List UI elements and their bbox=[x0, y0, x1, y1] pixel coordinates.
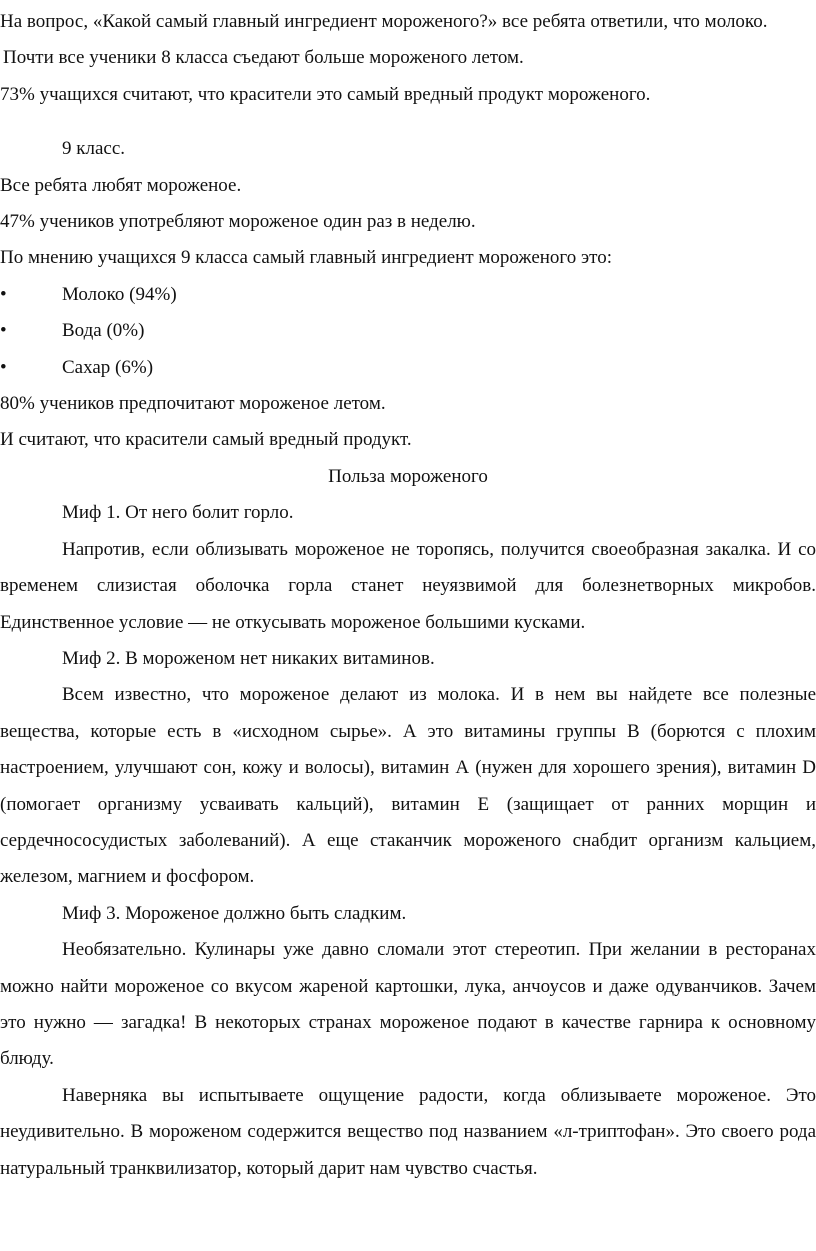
grade9-ingredient-paragraph: По мнению учащихся 9 класса самый главный ингредиент мороженого это: bbox=[0, 247, 612, 269]
bullet-text: Молоко (94%) bbox=[62, 283, 177, 305]
bullet-text: Сахар (6%) bbox=[62, 356, 154, 378]
answer-paragraph: На вопрос, «Какой самый главный ингредиент мороженого?» все ребята ответили, что молоко. bbox=[0, 11, 768, 32]
grade8-summer-paragraph: Почти все ученики 8 класса съедают больше мороженого летом. bbox=[3, 47, 524, 69]
grade9-love-paragraph: Все ребята любят мороженое. bbox=[0, 174, 242, 196]
bullet-mark: • bbox=[0, 356, 7, 378]
closing-paragraph: Наверняка вы испытываете ощущение радости, когда облизываете мороженое. Это неудивительно. В мороженом содержится вещество под названием «л-триптофан». Это своего рода натуральный транквилизатор, который дарит нам чувство счастья. bbox=[0, 1084, 816, 1179]
bullet-item-sugar bbox=[0, 350, 816, 386]
myth2-title: Миф 2. В мороженом нет никаких витаминов. bbox=[62, 647, 435, 669]
bullet-item-milk bbox=[0, 277, 816, 313]
grade9-weekly-paragraph: 47% учеников употребляют мороженое один раз в неделю. bbox=[0, 211, 476, 233]
grade9-summer-paragraph: 80% учеников предпочитают мороженое летом. bbox=[0, 393, 386, 415]
bullet-mark: • bbox=[0, 283, 7, 305]
spacer bbox=[0, 113, 816, 131]
grade8-dyes-paragraph: 73% учащихся считают, что красители это самый вредный продукт мороженого. bbox=[0, 83, 651, 105]
bullet-mark: • bbox=[0, 320, 7, 342]
myth2-text: Всем известно, что мороженое делают из молока. И в нем вы найдете все полезные вещества, которые есть в «исходном сырье». А это витамины группы B (борются с плохим настроением, улучшают сон, кожу и волосы), витамин А (нужен для хорошего зрения), витамин D (помогает организму усваивать кальций), витамин Е (защищает от ранних морщин и сердечнососудистых заболеваний). А еще стаканчик мороженого снабдит организм кальцием, железом, магнием и фосфором. bbox=[0, 684, 816, 888]
bullet-item-water bbox=[0, 313, 816, 349]
myth1-text: Напротив, если облизывать мороженое не торопясь, получится своеобразная закалка. И со временем слизистая оболочка горла станет неуязвимой для болезнетворных микробов. Единственное условие — не откусывать мороженое большими кусками. bbox=[0, 538, 816, 633]
myth3-title: Миф 3. Мороженое должно быть сладким. bbox=[62, 902, 407, 924]
grade9-dyes-paragraph: И считают, что красители самый вредный продукт. bbox=[0, 429, 412, 451]
bullet-text: Вода (0%) bbox=[62, 320, 145, 342]
grade9-heading: 9 класс. bbox=[62, 138, 126, 160]
section-heading: Польза мороженого bbox=[328, 465, 488, 487]
myth3-text: Необязательно. Кулинары уже давно сломали этот стереотип. При желании в ресторанах можно найти мороженое со вкусом жареной картошки, лука, анчоусов и даже одуванчиков. Зачем это нужно — загадка! В некоторых странах мороженое подают в качестве гарнира к основному блюду. bbox=[0, 939, 816, 1070]
myth1-title: Миф 1. От него болит горло. bbox=[62, 502, 294, 524]
